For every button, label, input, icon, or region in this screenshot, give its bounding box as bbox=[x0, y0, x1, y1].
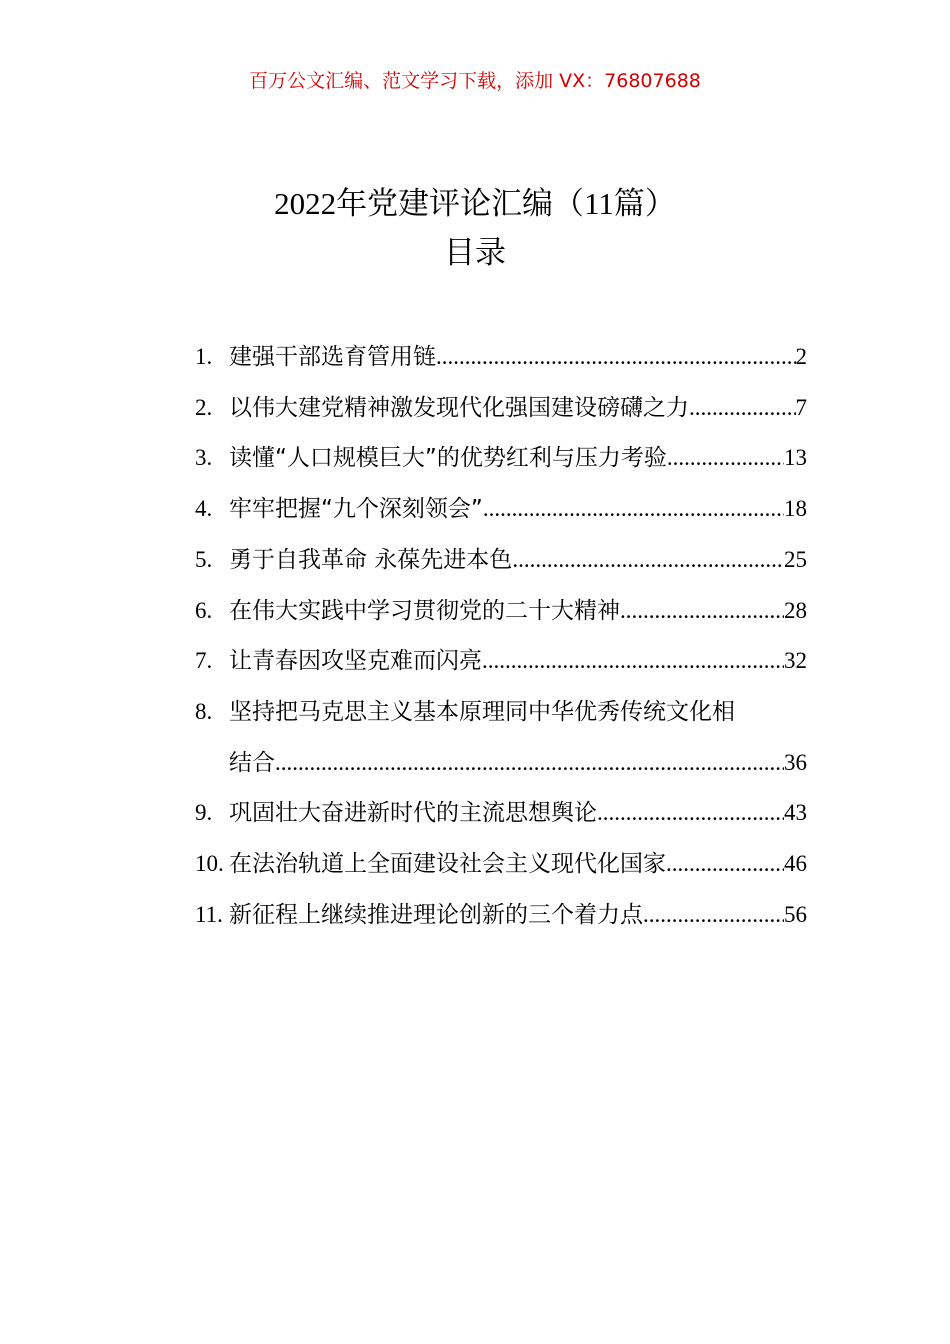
toc-entry-page: 13 bbox=[784, 445, 807, 471]
toc-entry-number: 7. bbox=[195, 648, 213, 674]
toc-entry-title: 牢牢把握“九个深刻领会” bbox=[229, 496, 483, 523]
dot-leader bbox=[597, 788, 784, 838]
dot-leader bbox=[643, 890, 784, 940]
toc-entry-1[interactable] bbox=[195, 332, 807, 383]
toc-entry-11[interactable] bbox=[195, 890, 807, 941]
title-text: 年党建评论汇编（ bbox=[336, 186, 585, 222]
toc-entry-page: 2 bbox=[795, 344, 807, 369]
toc-entry-title: 在法治轨道上全面建设社会主义现代化国家 bbox=[229, 851, 666, 878]
toc-entry-3[interactable] bbox=[195, 433, 807, 484]
toc-entry-title: 在伟大实践中学习贯彻党的二十大精神 bbox=[229, 597, 620, 624]
toc-entry-4[interactable] bbox=[195, 484, 807, 535]
toc-entry-9[interactable] bbox=[195, 788, 807, 839]
toc-entry-8[interactable] bbox=[195, 687, 807, 788]
toc-entry-6[interactable] bbox=[195, 586, 807, 637]
dot-leader bbox=[483, 484, 784, 534]
toc-entry-10[interactable] bbox=[195, 839, 807, 890]
title-suffix: 篇） bbox=[613, 186, 676, 222]
title-count: 11 bbox=[584, 186, 614, 221]
dot-leader bbox=[512, 535, 784, 585]
toc-entry-page: 36 bbox=[784, 749, 807, 775]
toc-entry-title: 巩固壮大奋进新时代的主流思想舆论 bbox=[229, 800, 597, 827]
toc-entry-number: 10. bbox=[195, 851, 224, 877]
toc-entry-7[interactable] bbox=[195, 636, 807, 687]
title-year: 2022 bbox=[274, 186, 337, 221]
toc-entry-page: 46 bbox=[784, 851, 807, 877]
document-title bbox=[0, 184, 950, 224]
toc-entry-page: 56 bbox=[784, 901, 807, 927]
toc-entry-title: 新征程上继续推进理论创新的三个着力点 bbox=[229, 901, 643, 928]
toc-heading: 目录 bbox=[444, 235, 506, 271]
toc-entry-5[interactable] bbox=[195, 535, 807, 586]
dot-leader bbox=[436, 332, 796, 382]
toc-entry-page: 32 bbox=[784, 648, 807, 674]
toc-entry-number: 5. bbox=[195, 546, 213, 572]
toc-entry-title-continued: 结合 bbox=[229, 749, 275, 776]
dot-leader bbox=[667, 433, 784, 483]
dot-leader bbox=[689, 383, 796, 433]
dot-leader bbox=[666, 839, 784, 889]
toc-entry-page: 18 bbox=[784, 496, 807, 522]
toc-entry-page: 28 bbox=[784, 597, 807, 623]
toc-entry-number: 4. bbox=[195, 496, 213, 522]
dot-leader bbox=[620, 586, 784, 636]
toc-entry-title: 读懂“人口规模巨大”的优势红利与压力考验 bbox=[229, 445, 667, 472]
toc-entry-title: 勇于自我革命 永葆先进本色 bbox=[229, 546, 513, 573]
table-of-contents bbox=[195, 332, 807, 940]
header-note: 百万公文汇编、范文学习下载，添加 VX：76807688 bbox=[249, 70, 701, 92]
toc-entry-title: 以伟大建党精神激发现代化强国建设磅礴之力 bbox=[229, 394, 689, 421]
toc-entry-number: 6. bbox=[195, 597, 213, 623]
dot-leader bbox=[482, 636, 784, 686]
dot-leader bbox=[275, 738, 784, 788]
toc-entry-page: 7 bbox=[795, 394, 807, 420]
toc-entry-number: 2. bbox=[195, 394, 213, 420]
toc-entry-page: 25 bbox=[784, 546, 807, 572]
toc-entry-number: 8. bbox=[195, 698, 213, 724]
toc-entry-2[interactable] bbox=[195, 383, 807, 434]
toc-entry-number: 11. bbox=[195, 901, 223, 927]
toc-entry-page: 43 bbox=[784, 800, 807, 826]
toc-entry-number: 1. bbox=[195, 344, 213, 369]
toc-entry-title: 让青春因攻坚克难而闪亮 bbox=[229, 648, 482, 675]
toc-entry-number: 3. bbox=[195, 445, 213, 471]
toc-entry-number: 9. bbox=[195, 800, 213, 826]
toc-entry-title: 建强干部选育管用链 bbox=[229, 344, 436, 370]
toc-entry-title: 坚持把马克思主义基本原理同中华优秀传统文化相 bbox=[229, 698, 735, 725]
